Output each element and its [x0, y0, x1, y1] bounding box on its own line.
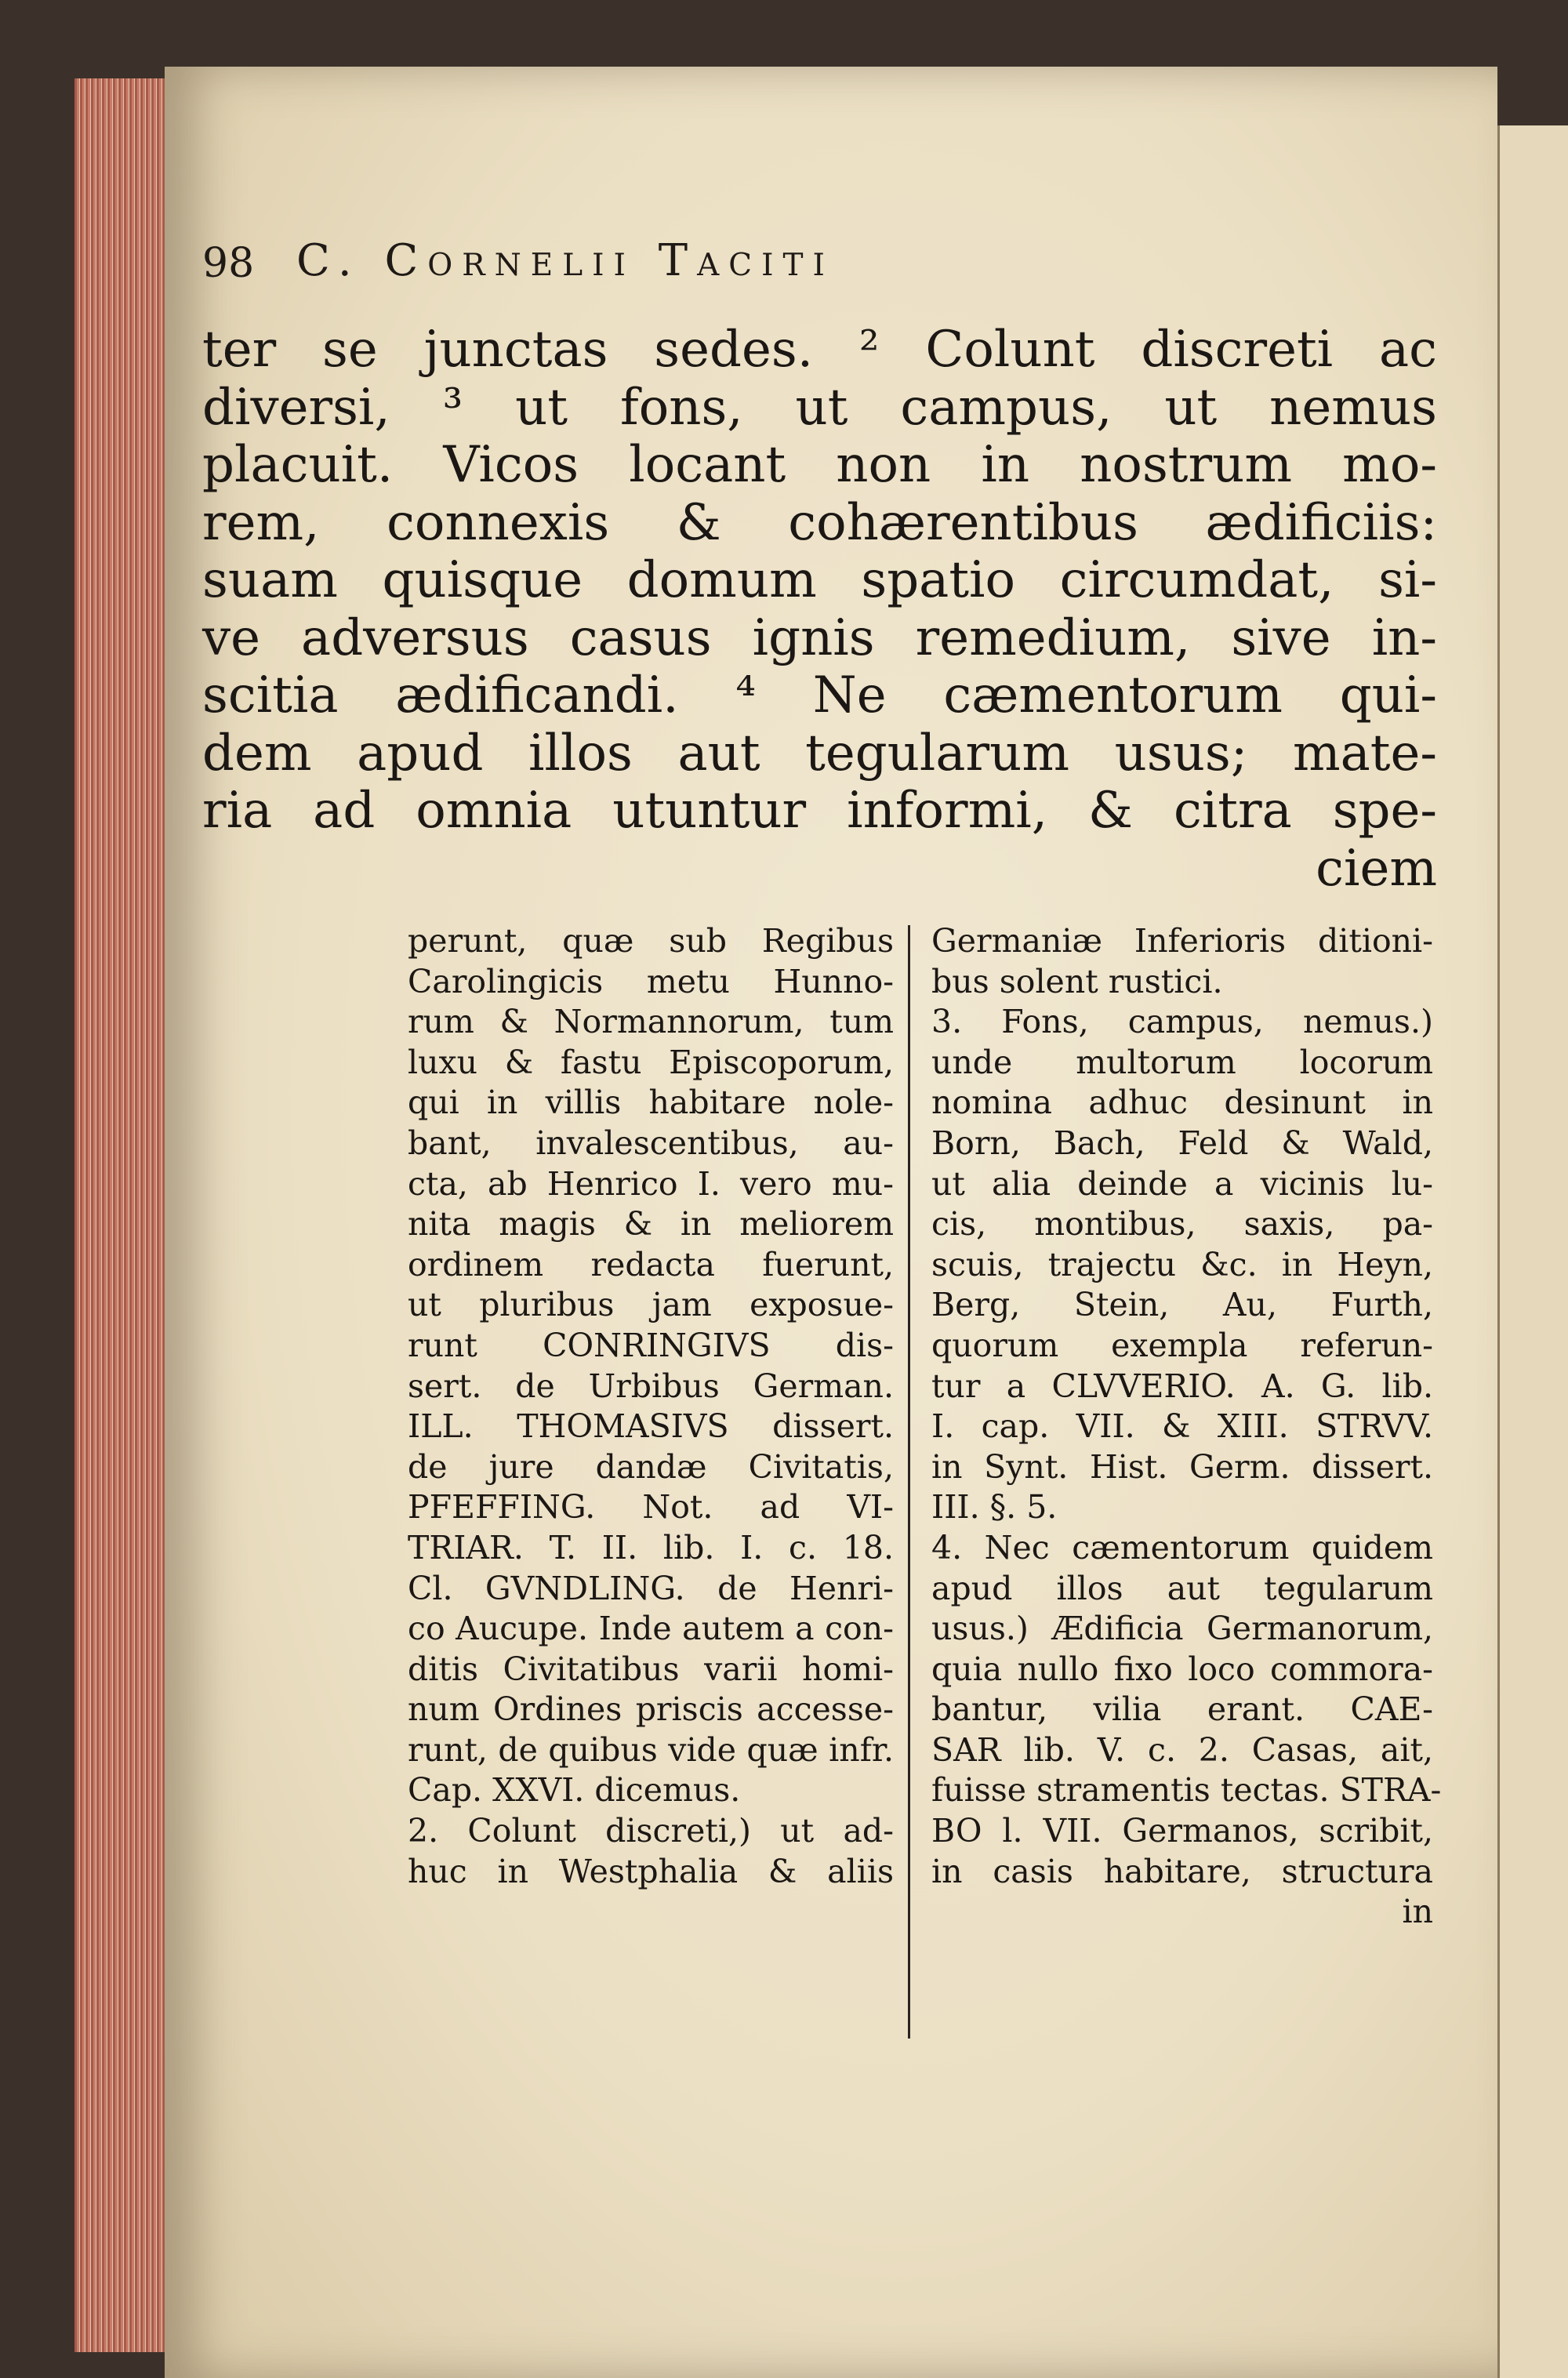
footnote-line: co Aucupe. Inde autem a con- [408, 1610, 894, 1648]
footnote-line: nita magis & in meliorem [408, 1205, 894, 1243]
footnote-line: huc in Westphalia & aliis [408, 1852, 894, 1890]
main-text-line: ve adversus casus ignis remedium, sive in- [202, 608, 1437, 667]
footnote-line: bantur, vilia erant. CAE- [931, 1690, 1433, 1729]
main-text-line: ter se junctas sedes. ² Colunt discreti ac [202, 321, 1437, 379]
main-text-line: suam quisque domum spatio circumdat, si- [202, 551, 1437, 609]
main-text-line: scitia ædificandi. ⁴ Ne cæmentorum qui- [202, 666, 1437, 724]
footnote-line: runt CONRINGIVS dis- [408, 1326, 894, 1364]
column-divider [908, 925, 910, 2039]
footnote-line: TRIAR. T. II. lib. I. c. 18. [408, 1528, 894, 1567]
footnote-line: PFEFFING. Not. ad VI- [408, 1488, 894, 1527]
footnote-line: ut pluribus jam exposue- [408, 1286, 894, 1324]
footnote-line: luxu & fastu Episcoporum, [408, 1043, 894, 1081]
footnote-line: cta, ab Henrico I. vero mu- [408, 1164, 894, 1203]
main-text-line: ria ad omnia utuntur informi, & citra spe- [202, 782, 1437, 840]
footnote-line: Born, Bach, Feld & Wald, [931, 1124, 1433, 1162]
facing-page-edge [1497, 125, 1568, 2378]
footnote-line: III. §. 5. [931, 1488, 1058, 1527]
running-title: C. Cornelii Taciti [296, 235, 834, 286]
footnote-line: Carolingicis metu Hunno- [408, 962, 894, 1000]
footnote-line: Berg, Stein, Au, Furth, [931, 1286, 1433, 1324]
footnote-line: nomina adhuc desinunt in [931, 1084, 1433, 1122]
footnote-line: perunt, quæ sub Regibus [408, 922, 894, 960]
footnote-line: apud illos aut tegularum [931, 1569, 1433, 1607]
footnote-line: Cap. XXVI. dicemus. [408, 1771, 741, 1810]
footnote-line: BO l. VII. Germanos, scribit, [931, 1812, 1433, 1850]
footnote-line: quorum exempla referun- [931, 1326, 1433, 1364]
footnote-line: qui in villis habitare nole- [408, 1084, 894, 1122]
footnote-line: runt, de quibus vide quæ infr. [408, 1730, 894, 1769]
footnote-line: ut alia deinde a vicinis lu- [931, 1164, 1433, 1203]
main-text-line: diversi, ³ ut fons, ut campus, ut nemus [202, 378, 1437, 437]
footnote-line: I. cap. VII. & XIII. STRVV. [931, 1407, 1433, 1446]
page-number: 98 [202, 240, 255, 287]
footnote-line: usus.) Ædificia Germanorum, [931, 1610, 1433, 1648]
footnote-line: bant, invalescentibus, au- [408, 1124, 894, 1162]
footnote-line: quia nullo fixo loco commora- [931, 1650, 1433, 1688]
main-text-block [202, 321, 1437, 898]
main-text-line: placuit. Vicos locant non in nostrum mo- [202, 436, 1437, 494]
page-header [202, 235, 1221, 298]
main-text-line: dem apud illos aut tegularum usus; mate- [202, 724, 1437, 782]
footnote-line: tur a CLVVERIO. A. G. lib. [931, 1367, 1433, 1405]
main-text-line: rem, connexis & cohærentibus ædificiis: [202, 493, 1437, 552]
footnote-line: 2. Colunt discreti,) ut ad- [408, 1812, 894, 1850]
footnotes-left-column [408, 921, 894, 1892]
footnote-line: scuis, trajectu &c. in Heyn, [931, 1245, 1433, 1283]
footnote-line: fuisse stramentis tectas. STRA- [931, 1771, 1442, 1810]
footnote-catchword: in [1402, 1893, 1433, 1931]
footnote-line: ILL. THOMASIVS dissert. [408, 1407, 894, 1446]
footnote-line: Cl. GVNDLING. de Henri- [408, 1569, 894, 1607]
footnote-line: unde multorum locorum [931, 1043, 1433, 1081]
footnote-line: ditis Civitatibus varii homi- [408, 1650, 894, 1688]
footnote-line: num Ordines priscis accesse- [408, 1690, 894, 1729]
footnote-line: cis, montibus, saxis, pa- [931, 1205, 1433, 1243]
footnote-line: SAR lib. V. c. 2. Casas, ait, [931, 1730, 1433, 1769]
page-edges [74, 78, 169, 2352]
footnote-line: de jure dandæ Civitatis, [408, 1447, 894, 1486]
main-text-catchword: ciem [1316, 839, 1437, 898]
footnote-line: 4. Nec cæmentorum quidem [931, 1528, 1433, 1567]
footnotes-right-column [931, 921, 1442, 1933]
footnote-line: rum & Normannorum, tum [408, 1003, 894, 1041]
footnote-line: bus solent rustici. [931, 962, 1223, 1000]
footnote-line: Germaniæ Inferioris ditioni- [931, 922, 1433, 960]
footnote-line: in casis habitare, structura [931, 1852, 1433, 1890]
footnote-line: sert. de Urbibus German. [408, 1367, 894, 1405]
footnote-line: ordinem redacta fuerunt, [408, 1245, 894, 1283]
footnote-line: 3. Fons, campus, nemus.) [931, 1003, 1433, 1041]
footnote-line: in Synt. Hist. Germ. dissert. [931, 1447, 1433, 1486]
